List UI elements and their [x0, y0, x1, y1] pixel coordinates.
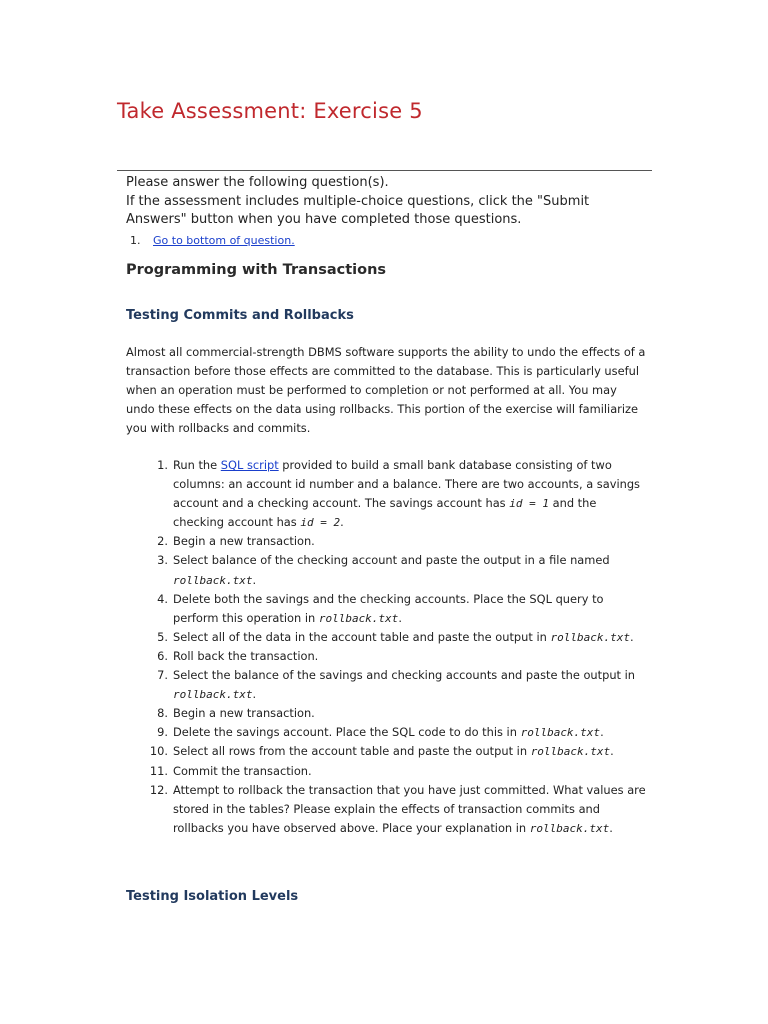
page-title: Take Assessment: Exercise 5	[117, 99, 423, 123]
file-name: rollback.txt	[530, 745, 611, 759]
steps-list	[126, 456, 646, 838]
step-number: 6.	[157, 648, 168, 663]
subsection-heading-isolation: Testing Isolation Levels	[126, 889, 299, 904]
list-item: 4. Delete both the savings and the checking accounts. Place the SQL query to perform this operation in rollback.txt.	[126, 590, 646, 628]
list-item: 10. Select all rows from the account table and paste the output in rollback.txt.	[126, 742, 646, 761]
code-text: id = 2	[300, 516, 341, 530]
instructions-line-1: Please answer the following question(s).	[126, 175, 389, 190]
question-list-item	[130, 234, 295, 247]
list-item: 7. Select the balance of the savings and checking accounts and paste the output in rollback.txt.	[126, 666, 646, 704]
step-number: 12.	[149, 782, 168, 797]
section-heading: Programming with Transactions	[126, 262, 387, 278]
subsection-heading-commits: Testing Commits and Rollbacks	[126, 308, 354, 323]
step-number: 11.	[149, 763, 168, 778]
file-name: rollback.txt	[173, 573, 253, 587]
go-to-bottom-link[interactable]: Go to bottom of question.	[153, 234, 295, 247]
step-number: 10.	[149, 744, 168, 759]
list-item: 2. Begin a new transaction.	[126, 532, 646, 551]
file-name: rollback.txt	[520, 726, 601, 740]
file-name: rollback.txt	[173, 688, 253, 702]
sql-script-link[interactable]: SQL script	[220, 458, 279, 472]
list-item: 11. Commit the transaction.	[126, 762, 646, 781]
code-text: id = 1	[509, 497, 549, 511]
question-list	[130, 234, 295, 247]
divider	[117, 170, 652, 171]
list-item: 5. Select all of the data in the account table and paste the output in rollback.txt.	[126, 628, 646, 647]
step-number: 8.	[157, 706, 168, 721]
instructions-line-2: If the assessment includes multiple-choice questions, click the "Submit Answers" button when you have completed those questions.	[126, 193, 590, 228]
list-item: 1. Run the SQL script provided to build a small bank database consisting of two columns: an account id number and a balance. There are two accounts, a savings account and a checking account. The savings account has id = 1 and the checking account has id = 2.	[126, 456, 646, 532]
list-item: 12. Attempt to rollback the transaction that you have just committed. What values are stored in the tables? Please explain the effects of transaction commits and rollbacks you have observed above. Place your explanation in rollback.txt.	[149, 782, 646, 835]
step-number: 7.	[157, 668, 168, 683]
list-item: 8. Begin a new transaction.	[126, 704, 646, 723]
step-number: 3.	[157, 553, 168, 568]
file-name: rollback.txt	[529, 821, 610, 835]
step-number: 5.	[157, 629, 168, 644]
list-item: 9. Delete the savings account. Place the SQL code to do this in rollback.txt.	[126, 723, 646, 742]
intro-paragraph: Almost all commercial-strength DBMS software supports the ability to undo the effects of a transaction before those effects are committed to the database. This is particularly useful when an operation must be performed to completion or not performed at all. You may undo these effects on the data using rollbacks. This portion of the exercise will familiarize you with rollbacks and commits.	[126, 345, 646, 436]
file-name: rollback.txt	[318, 611, 399, 625]
step-number: 1.	[157, 458, 168, 472]
list-item: 3. Select balance of the checking account and paste the output in a file named rollback.txt.	[126, 551, 646, 589]
file-name: rollback.txt	[550, 630, 630, 644]
step-number: 2.	[157, 534, 168, 549]
step-number: 9.	[157, 725, 168, 740]
question-number: 1.	[130, 234, 141, 247]
instructions	[126, 174, 646, 230]
list-item: 6. Roll back the transaction.	[126, 647, 646, 666]
step-number: 4.	[157, 591, 168, 606]
